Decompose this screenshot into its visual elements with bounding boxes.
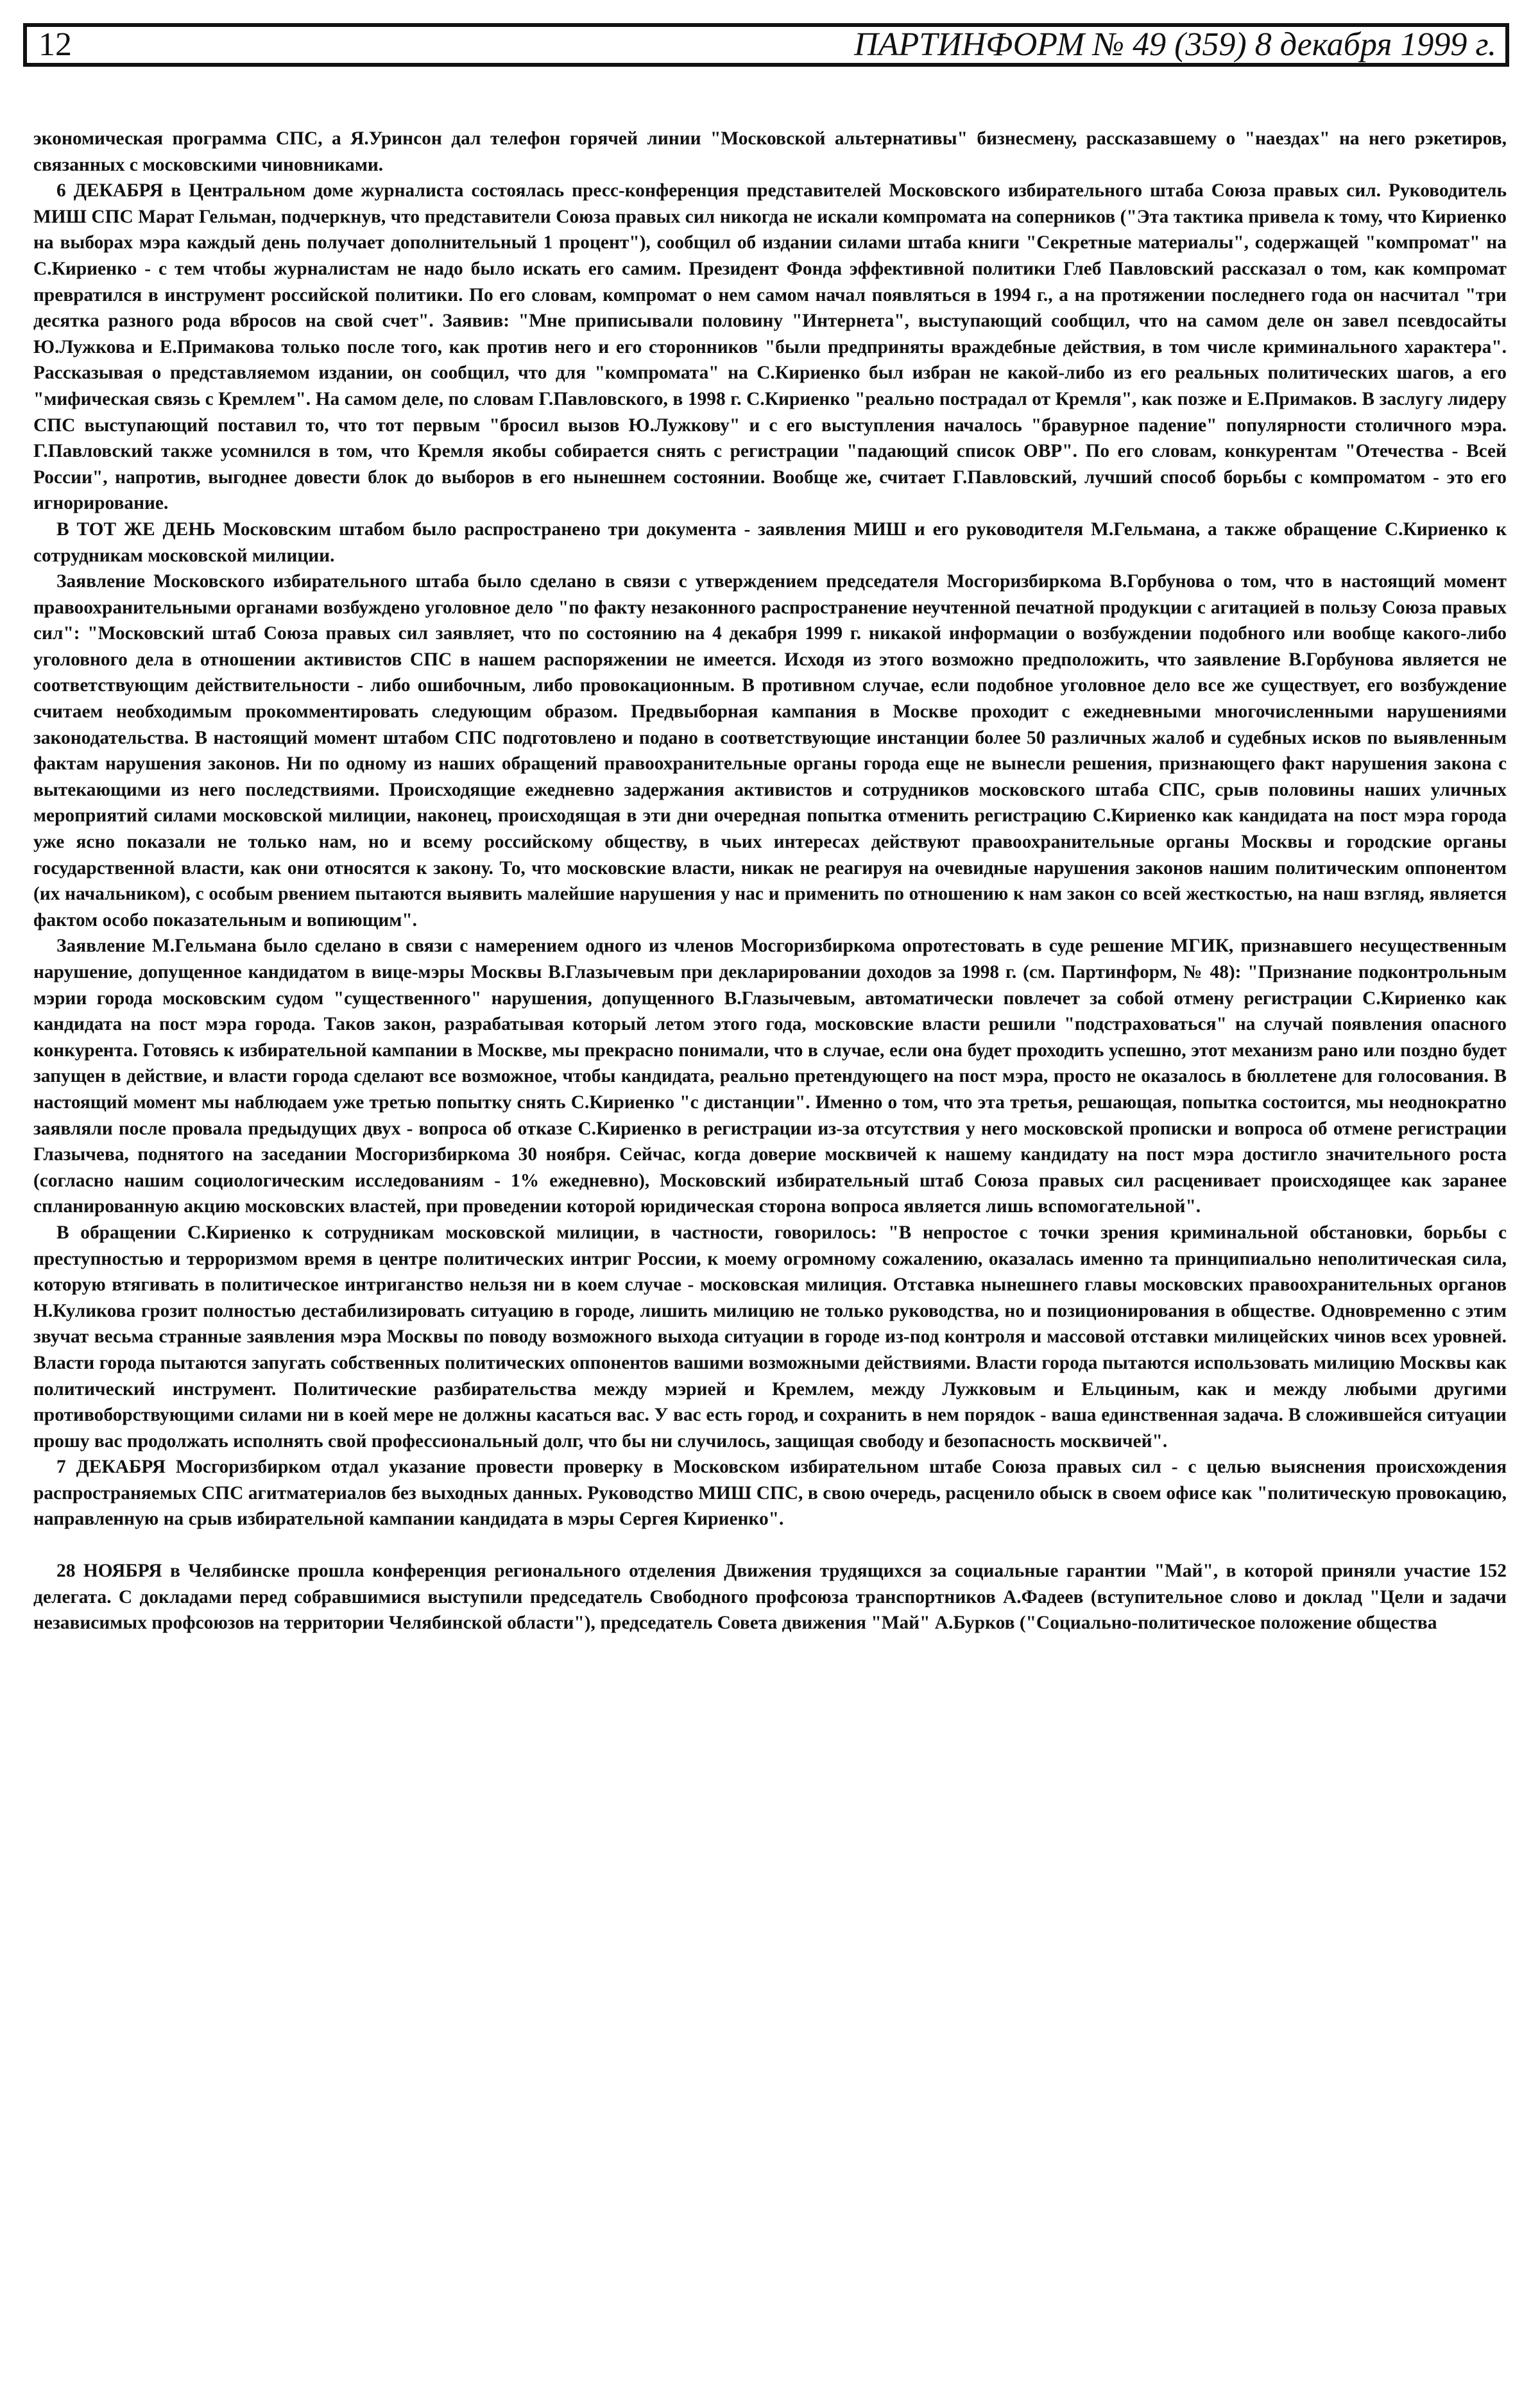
page-number: 12 xyxy=(38,26,72,63)
paragraph: 7 ДЕКАБРЯ Мосгоризбирком отдал указание провести проверку в Московском избирательном штабе Союза правых сил - с целью выяснения происхождения распространяемых СПС агитматериалов без выходных данных. Руководство МИШ СПС, в свою очередь, расценило обыск в своем офисе как "политическую провокацию, направленную на срыв избирательной кампании кандидата в мэры Сергея Кириенко". xyxy=(33,1457,1507,1530)
paragraph: 6 ДЕКАБРЯ в Центральном доме журналиста состоялась пресс-конференция представителей Московского избирательного штаба Союза правых сил. Руководитель МИШ СПС Марат Гельман, подчеркнув, что представители Союза правых сил никогда не искали компромата на соперников ("Эта тактика привела к тому, что Кириенко на выборах мэра каждый день получает дополнительный 1 процент"), сообщил об издании силами штаба книги "Секретные материалы", содержащей "компромат" на С.Кириенко - с тем чтобы журналистам не надо было искать его самим. Президент Фонда эффективной политики Глеб Павловский рассказал о том, как компромат превратился в инструмент российской политики. По его словам, компромат о нем самом начал появляться в 1994 г., а на протяжении последнего года он насчитал "три десятка разного рода вбросов на свой счет". Заявив: "Мне приписывали половину "Интернета", выступающий сообщил, что на самом деле он завел псевдосайты Ю.Лужкова и Е.Примакова только после того, как против него и его сторонников "были предприняты враждебные действия, в том числе криминального характера". Рассказывая о представляемом издании, он сообщил, что для "компромата" на С.Кириенко был избран не какой-либо из его реальных политических шагов, а его "мифическая связь с Кремлем". На самом деле, по словам Г.Павловского, в 1998 г. С.Кириенко "реально пострадал от Кремля", как позже и Е.Примаков. В заслугу лидеру СПС выступающий поставил то, что тот первым "бросил вызов Ю.Лужкову" и с его выступления началось "бравурное падение" популярности столичного мэра. Г.Павловский также усомнился в том, что Кремля якобы собирается снять с регистрации "падающий список ОВР". По его словам, конкурентам "Отечества - Всей России", напротив, выгоднее довести блок до выборов в его нынешнем состоянии. Вообще же, считает Г.Павловский, лучший способ борьбы с компроматом - это его игнорирование. xyxy=(33,180,1507,514)
masthead: ПАРТИНФОРМ № 49 (359) 8 декабря 1999 г. xyxy=(854,26,1496,63)
paragraph: 28 НОЯБРЯ в Челябинске прошла конференция регионального отделения Движения трудящихся за социальные гарантии "Май", в которой приняли участие 152 делегата. С докладами перед собравшимися выступили председатель Свободного профсоюза транспортников А.Фадеев (вступительное слово и доклад "Цели и задачи независимых профсоюзов на территории Челябинской области"), председатель Совета движения "Май" А.Бурков ("Социально-политическое положение общества xyxy=(33,1561,1507,1634)
paragraph: В обращении С.Кириенко к сотрудникам московской милиции, в частности, говорилось: "В непростое с точки зрения криминальной обстановки, борьбы с преступностью и терроризмом время в центре политических интриг России, к моему огромному сожалению, оказалась именно та принципиально неполитическая сила, которую втягивать в политическое интриганство нельзя ни в коем случае - московская милиция. Отставка нынешнего главы московских правоохранительных органов Н.Куликова грозит полностью дестабилизировать ситуацию в городе, лишить милицию не только руководства, но и позиционирования в обществе. Одновременно с этим звучат весьма странные заявления мэра Москвы по поводу возможного выхода ситуации в городе из-под контроля и массовой отставки милицейских чинов всех уровней. Власти города пытаются запугать собственных политических оппонентов вашими возможными действиями. Власти города пытаются использовать милицию Москвы как политический инструмент. Политические разбирательства между мэрией и Кремлем, между Лужковым и Ельциным, как и между любыми другими противоборствующими силами ни в коей мере не должны касаться вас. У вас есть город, и сохранить в нем порядок - ваша единственная задача. В сложившейся ситуации прошу вас продолжать исполнять свой профессиональный долг, что бы ни случилось, защищая свободу и безопасность москвичей". xyxy=(33,1222,1507,1452)
paragraph: Заявление М.Гельмана было сделано в связи с намерением одного из членов Мосгоризбиркома опротестовать в суде решение МГИК, признавшего несущественным нарушение, допущенное кандидатом в вице-мэры Москвы В.Глазычевым при декларировании доходов за 1998 г. (см. Партинформ, № 48): "Признание подконтрольным мэрии города московским судом "существенного" нарушения, допущенного В.Глазычевым, автоматически повлечет за собой отмену регистрации С.Кириенко как кандидата на пост мэра города. Таков закон, разрабатывая который летом этого года, московские власти решили "подстраховаться" на случай появления опасного конкурента. Готовясь к избирательной кампании в Москве, мы прекрасно понимали, что в случае, если она будет проходить успешно, этот механизм рано или поздно будет запущен в действие, и власти города сделают все возможное, чтобы кандидата, реально претендующего на пост мэра, просто не оказалось в бюллетене для голосования. В настоящий момент мы наблюдаем уже третью попытку снять С.Кириенко "с дистанции". Именно о том, что эта третья, решающая, попытка состоится, мы неоднократно заявляли после провала предыдущих двух - вопроса об отказе С.Кириенко в регистрации из-за отсутствия у него московской прописки и вопроса об отмене регистрации Глазычева, поднятого на заседании Мосгоризбиркома 30 ноября. Сейчас, когда доверие москвичей к нашему кандидату на пост мэра достигло значительного роста (согласно нашим социологическим исследованиям - 1% ежедневно), Московский избирательный штаб Союза правых сил расценивает происходящее как заранее спланированную акцию московских властей, при проведении которой юридическая сторона вопроса является лишь вспомогательной". xyxy=(33,936,1507,1217)
article-body xyxy=(33,126,1507,1636)
paragraph: В ТОТ ЖЕ ДЕНЬ Московским штабом было распространено три документа - заявления МИШ и его руководителя М.Гельмана, а также обращение С.Кириенко к сотрудникам московской милиции. xyxy=(33,518,1507,566)
paragraph: экономическая программа СПС, а Я.Уринсон дал телефон горячей линии "Московской альтернативы" бизнесмену, рассказавшему о "наездах" на него рэкетиров, связанных с московскими чиновниками. xyxy=(33,128,1507,175)
paragraph: Заявление Московского избирательного штаба было сделано в связи с утверждением председателя Мосгоризбиркома В.Горбунова о том, что в настоящий момент правоохранительными органами возбуждено уголовное дело "по факту незаконного распространение неучтенной печатной продукции с агитацией в пользу Союза правых сил": "Московский штаб Союза правых сил заявляет, что по состоянию на 4 декабря 1999 г. никакой информации о возбуждении подобного или вообще какого-либо уголовного дела в отношении активистов СПС в нашем распоряжении не имеется. Исходя из этого возможно предположить, что заявление В.Горбунова является не соответствующим действительности - либо ошибочным, либо провокационным. В противном случае, если подобное уголовное дело все же существует, его возбуждение считаем необходимым прокомментировать следующим образом. Предвыборная кампания в Москве проходит с ежедневными многочисленными нарушениями законодательства. В настоящий момент штабом СПС подготовлено и подано в соответствующие инстанции более 50 различных жалоб и судебных исков по выявленным фактам нарушения законов. Ни по одному из наших обращений правоохранительные органы города еще не вынесли решения, признающего факт нарушения закона с вытекающими из него последствиями. Происходящие ежедневно задержания активистов и сотрудников московского штаба СПС, срыв половины наших уличных мероприятий силами московской милиции, наконец, происходящая в эти дни очередная попытка отменить регистрацию С.Кириенко как кандидата на пост мэра города уже ясно показали не только нам, но и всему российскому обществу, в чьих интересах действуют правоохранительные органы Москвы и городские органы государственной власти, как они относятся к закону. То, что московские власти, никак не реагируя на очевидные нарушения законов нашим политическим оппонентом (их начальником), с особым рвением пытаются выявить малейшие нарушения у нас и применить по отношению к нам закон со всей жесткостью, на наш взгляд, является фактом особо показательным и вопиющим". xyxy=(33,571,1507,930)
page-header xyxy=(23,23,1509,67)
